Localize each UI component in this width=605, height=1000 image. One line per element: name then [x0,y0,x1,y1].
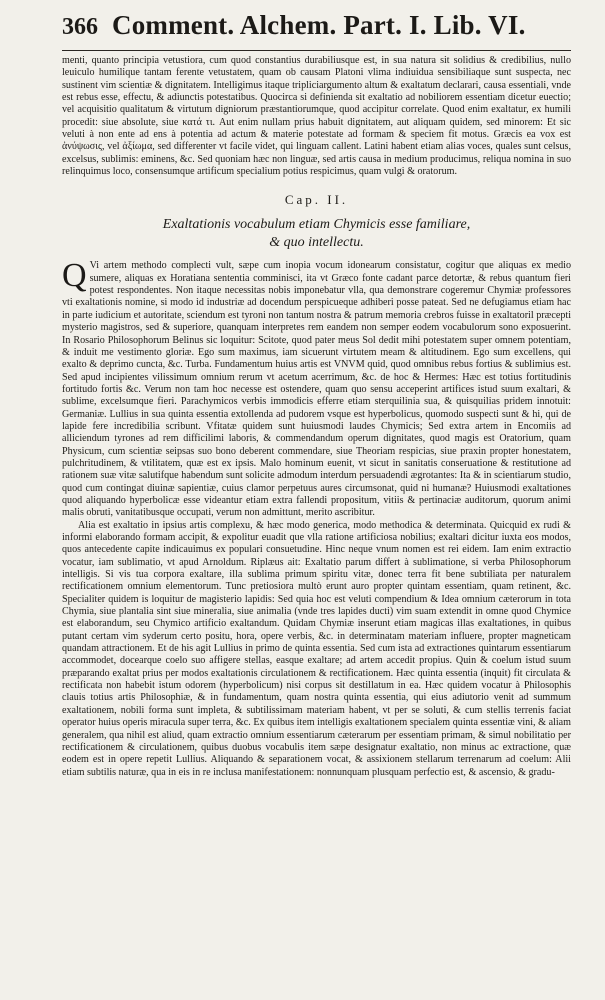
body-paragraph-1: QVi artem methodo complecti vult, sæpe cum inopia vocum idonearum consistatur, cogitur que aliquas ex medio sumere, aliquas ex Horatiana sententia comminisci, ita vt Græco fonte cadant parce detortæ, & rebus quantum fieri potest respondentes. Non itaque necessitas nobis imponebatur vlla, qua demonstrare cogeremur Chymiæ professores vti exaltationis nomine, si modo id industriæ ad docendum perspicueque adhiberi posse pateat. Sed ne defugiamus etiam hac in parte iudicium et autoritate, sciendum est tyroni non tantum nostra & patrum memoria crebros fuisse in exaltatoril præcepti mysterio magistros, sed & superiore, quanquam interpretes rem eandem non semper eodem vocabulorum sono exposuerint. In Rosario Philosophorum Belinus sic loquitur: Scitote, quod pater meus Sol dedit mihi potestatem super omnem potentiam, & induit me vestimento gloriæ. Ego sum maximus, iam sicuerunt virtutem meam & altitudinem. Ego sum excellens, qui exalto & deprimo cuncta, &c. Turba. Fundamentum huius artis est VNVM quid, quod omnibus rebus fortius & sublimius est. Sed apud incipientes vilissimum omnium rerum vt acetum acerrimum, &c. de hoc & Hermes: Hæc est totius fortitudinis fortitudo fortis &c. Verum non tam hoc necesse est ostendere, quam quo sensu acceperint artifices istud suum exaltari, & sublime, excelsumque fieri. Parachymicos verbis immodicis efferre etiam sterquilinia sua, & quisquilias pridem innotuit: Germaniæ. Lullius in sua quinta essentia extollenda ad pudorem vsque est hyperbolicus, quomodo suspecti sunt & hi, qui de lapide fere incredibilia scribunt. Vfitatæ quidem sunt huiusmodi laudes Chymicis; Sed extra artem in Encomiis ad alliciendum tyrones ad rem difficilimi laboris, & commendandum operum dignitates, quod magis est Oratorium, quam Physicum, cum scientiæ seipsas suo bono deberent commendare, siue Theoriam respicias, siue praxin propter honestatem, pulchritudinem, & vtilitatem, quæ est ex ipsis. Malo hominum euenit, vt sicut in sanitatis conseruatione & restitutione ad rationem suæ vitæ salutifque habendum sunt solicite admodum interdum persuadendi ægrotantes: Ita & in scientiarum studio, quod cum contingat diuinæ sapientiæ, cuius clamor perpetuus aures circumsonat, quid ni humanæ? Huiusmodi exaltationes quod aliquando hyperbolicæ esse videantur etiam extra fallendi propositum, vitiis & pertinaciæ auditorum, quorum animi malis obruti, vanitatibusque occupati, verum non admittunt, merito ascribitur. [62,257,571,519]
body-paragraph-2: Alia est exaltatio in ipsius artis complexu, & hæc modo generica, modo methodica & determinata. Quicquid ex rudi & informi elaborando formam accipit, & expolitur euadit que vlla ratione artificiosa nobilius; exaltari dicitur iuxta eos modos, quos antecedente capite indicauimus ex populari consuetudine. Hinc neque vnum nomen est rei eidem. Iam enim extractio vocatur, iam sublimatio, vt apud Arnoldum. Riplæus ait: Exaltatio parum differt à sublimatione, si verba Philosophorum intelligis. Si vis tua corpora exaltare, illa sublima primum spiritu vitæ, donec terra fit bene subtiliata per naturalem rectificationem omnium elementorum. Tunc pretiosiora multò erunt auro propter quintam essentiam, quam retinent, &c. Specialiter quidem is loquitur de magisterio lapidis: Sed quia hoc est veluti compendium & Idea omnium cæterorum in tota Chymia, siue plantalia sint siue mineralia, siue animalia (vnde tres lapides ducti) vim suam extendit in omne quod Chymice est elaborandum, seu Chymico artificio exaltandum. Quidam Chymiæ inserunt etiam magicas illas exaltationes, in quibus putant certam vim syderum certo positu, hora, opere verbis, &c. in determinatam materiam influere, propter magneticam quandam attractionem. Et de his agit Lullius in primo de quinta essentia. Sed cum ista ad extractiones quintarum essentiarum accommodet, docearque coelo suo affigere stellas, easque exaltare; ad artem accedit propius. Quin & coelum istud suum præparando exaltat prius per modos exaltationis circulationem & rectificationem. Hæc quinta essentia (inquit) fit circulata & rectificata non habebit istum odorem (hyperbolicum) nisi corpus sit destillatum in ea. Hæc quidem vocatur à Philosophis clauis totius artis Philosophiæ, & in fundamentum, quam nostra quinta essentia, qui eius adiutorio venit ad summum exaltationem, nobili forma sunt impleta, & subtilissimam materiam habent, vt per se soluti, & cum stellis terrenis faciat operator huius operis miracula super terra, &c. Ex quibus item intelligis exaltationem specialem quinta essentiæ vini, & aliam generalem, qua nihil est aliud, quam extractio omnium essentiarum cæterarum per essentiam primam, & simul nobilitatio per rectificationem & circulationem, quibus duobus vocabulis item sæpe designatur exaltatio, non minus ac extractione, quæ eodem est in opere repetit Lullius. Aliquando & separationem vocat, & assixionem stellarum terrenarum ad coelum: Alii etiam subtilis naturæ, qua in eis in re inclusa manifestationem: nonnunquam plusquam perfectio est, & ascensio, & gradu- [62,519,571,778]
chapter-title-line-2: & quo intellectu. [269,235,364,251]
running-head: Comment. Alchem. Part. I. Lib. VI. [112,10,526,40]
page-number: 366 [62,14,98,40]
page-header [62,10,571,51]
intro-paragraph: menti, quanto principia vetustiora, cum quod constantius durabiliusque est, in sua natura sit solidius & credibilius, nullo leuiculo humilique tantam ferente vetustatem, quam ob causam Platoni vlima indiuidua sensibiliaque sunt suspecta, nec sustinent vim scientiæ & dignitatem. Intelligimus itaque tripliciargumento altum & exaltatum declarari, causa essentiali, vnde est rebus esse, effectu, & adiunctis potestatibus. Quocirca si definienda sit exaltatio ad nobiliorem essentiam dicetur euectio; vel acquisitio qualitatum & virtutum digniorum præstantiorumque, quod accipitur correlate. Quod enim exaltatur, ex humili procedit: siue absolute, siue κατά τι. Aut enim nullam prius habuit dignitatem, aut aliquam quidem, sed minorem: Et sic veluti à non ente ad ens à potentia ad actum & materie potestate ad formam & speciem fit motus. Græcis ea vox est ἀνύψωσις, vel ἀξίωμα, sed differenter vt facile videt, qui linguam callent. Latini habent etiam alias voces, quales sunt celsus, excelsus, sublimis: eminens, &c. Sed quoniam hæc non linguæ, sed artis causa in medium producimus, reliqua nomina in suo relinquimus loco, consensumque artificum specialium potius respicimus, quam vulgi & oratorum. [62,55,571,178]
chapter-title-line-1: Exaltationis vocabulum etiam Chymicis esse familiare, [162,217,471,233]
chapter-heading: Cap. II. [284,192,349,208]
chapter-title [62,216,571,252]
